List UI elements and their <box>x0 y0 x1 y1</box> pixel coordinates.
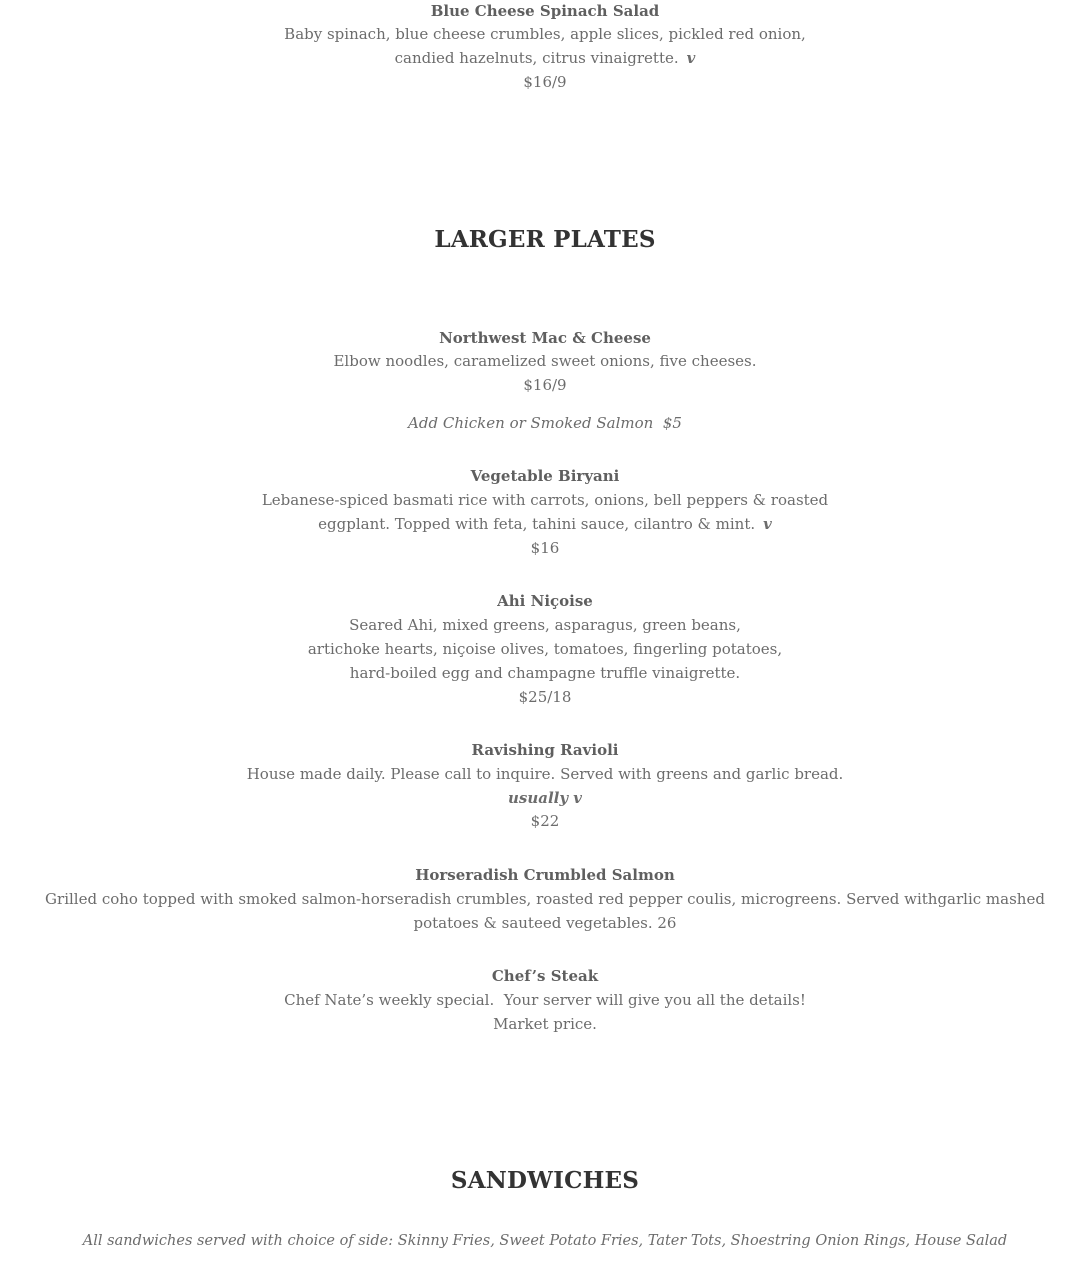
menu-item-addon: Add Chicken or Smoked Salmon $5 <box>408 414 682 432</box>
vegetarian-note: usually v <box>507 789 583 807</box>
menu-item-description: Seared Ahi, mixed greens, asparagus, green beans, <box>349 616 741 634</box>
menu-item-description: Elbow noodles, caramelized sweet onions, five cheeses. <box>333 352 757 370</box>
menu-item-name: Ravishing Ravioli <box>471 741 619 759</box>
menu-item-description: Chef Nate’s weekly special. Your server will give you all the details! <box>284 991 806 1009</box>
menu-item-name: Chef’s Steak <box>491 967 599 985</box>
menu-item-name: Ahi Niçoise <box>497 592 593 610</box>
menu-item-price: $16/9 <box>523 73 567 91</box>
menu-item-name: Northwest Mac & Cheese <box>439 329 651 347</box>
sandwiches-side-note: All sandwiches served with choice of side: Skinny Fries, Sweet Potato Fries, Tater Tots, Shoestring Onion Rings, House Salad <box>82 1233 1008 1249</box>
menu-item-price: $16 <box>530 539 560 557</box>
section-heading-larger-plates: LARGER PLATES <box>434 226 656 253</box>
menu-item-description: artichoke hearts, niçoise olives, tomatoes, fingerling potatoes, <box>307 640 783 658</box>
menu-item-price: $25/18 <box>518 688 572 706</box>
description-text: eggplant. Topped with feta, tahini sauce, cilantro & mint. <box>318 515 756 533</box>
vegetarian-mark: v <box>763 515 772 533</box>
menu-item-description: House made daily. Please call to inquire. Served with greens and garlic bread. <box>246 765 844 783</box>
menu-item-name: Blue Cheese Spinach Salad <box>430 2 660 20</box>
description-text: candied hazelnuts, citrus vinaigrette. <box>394 49 679 67</box>
menu-item-description: Lebanese-spiced basmati rice with carrots, onions, bell peppers & roasted <box>261 491 829 509</box>
menu-item-description: Baby spinach, blue cheese crumbles, apple slices, pickled red onion, <box>284 25 806 43</box>
vegetarian-mark: v <box>686 49 696 67</box>
section-heading-sandwiches: SANDWICHES <box>450 1167 640 1194</box>
menu-item-price: $22 <box>530 812 560 830</box>
menu-item-description: Grilled coho topped with smoked salmon-horseradish crumbles, roasted red pepper coulis, microgreens. Served withgarlic mashed potatoes & sauteed vegetables. 26 <box>45 890 1045 932</box>
menu-item-name: Horseradish Crumbled Salmon <box>415 866 675 884</box>
menu-item-description <box>0 512 1090 536</box>
menu-item-price: $16/9 <box>523 376 567 394</box>
menu-item-description <box>0 46 1090 70</box>
menu-item-price: Market price. <box>493 1015 597 1033</box>
menu-item-description: hard-boiled egg and champagne truffle vinaigrette. <box>349 664 741 682</box>
menu-item-name: Vegetable Biryani <box>470 467 620 485</box>
